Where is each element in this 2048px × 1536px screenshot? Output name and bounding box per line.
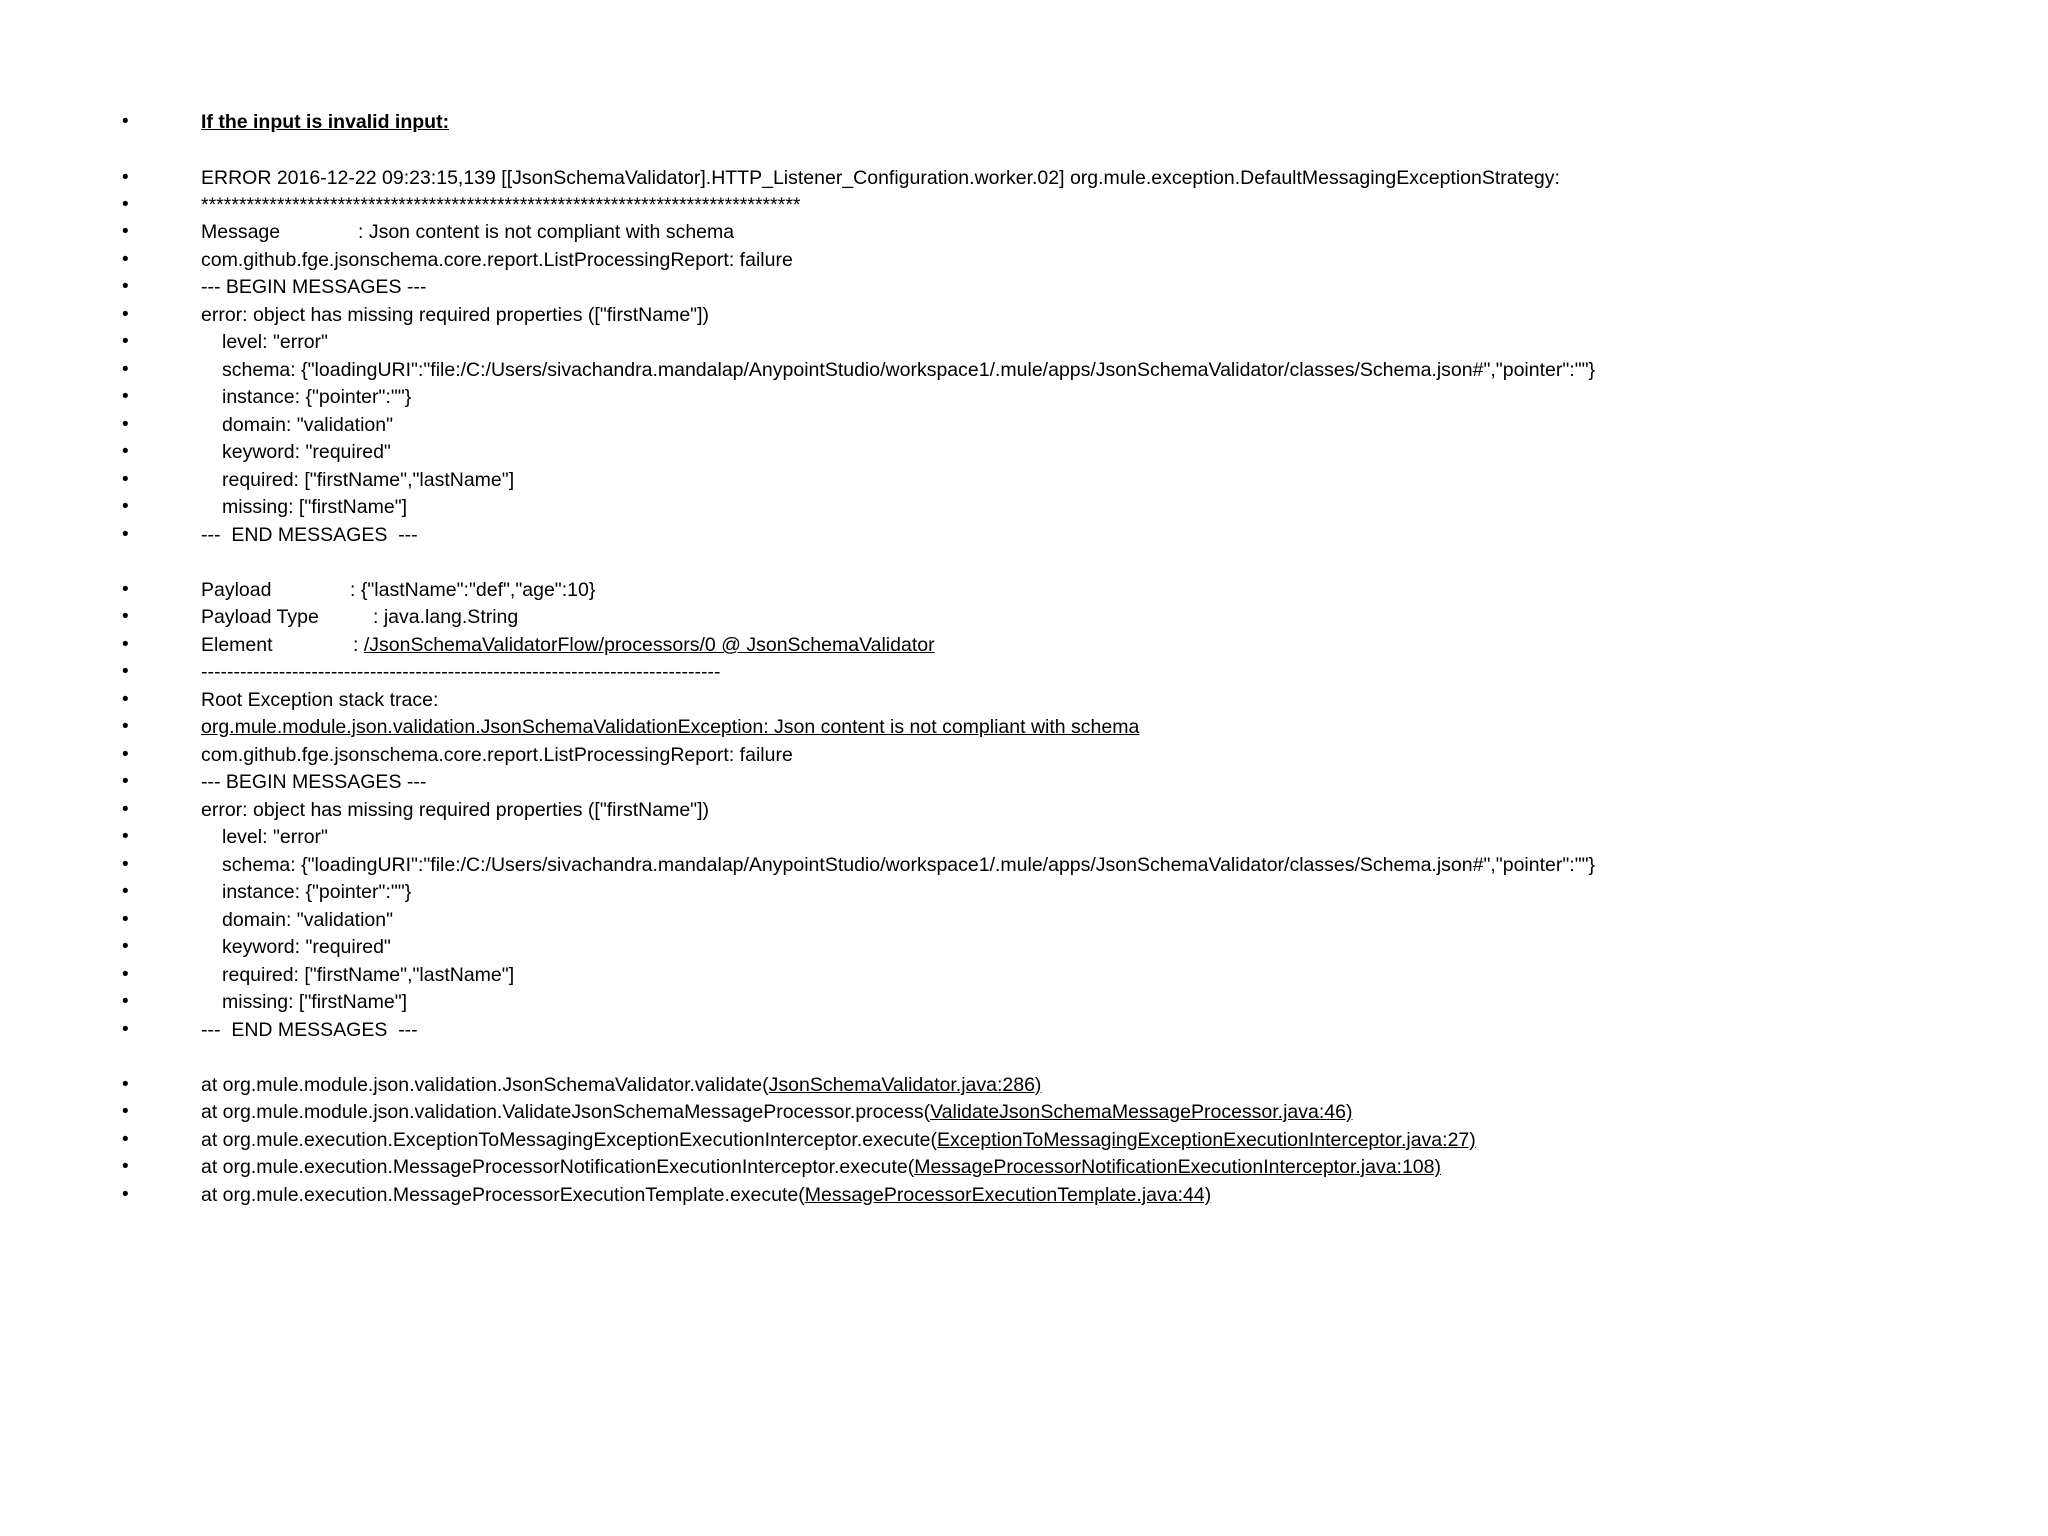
list-item (0, 108, 2048, 136)
list-item (0, 713, 2048, 741)
exception-link[interactable]: org.mule.module.json.validation.JsonSchemaValidationException: Json content is not compliant with schema (201, 716, 1140, 738)
detail-schema: schema: {"loadingURI":"file:/C:/Users/sivachandra.mandalap/AnypointStudio/workspace1/.mule/apps/JsonSchemaValidator/classes/Schema.json#","pointer":""} (222, 854, 1596, 876)
bullet: • (122, 1156, 129, 1177)
error-line: error: object has missing required properties (["firstName"]) (201, 304, 710, 326)
message-label: Message (201, 221, 281, 243)
list-item (0, 521, 2048, 549)
bullet: • (122, 1101, 129, 1122)
stack-frame (201, 1181, 1211, 1209)
bullet: • (122, 909, 129, 930)
list-item (0, 631, 2048, 659)
list-item (0, 1016, 2048, 1044)
stack-frame (201, 1126, 1476, 1154)
bullet: • (122, 331, 129, 352)
bullet: • (122, 441, 129, 462)
bullet: • (122, 826, 129, 847)
dash-rule: -------------------------------------------------------------------------------- (201, 661, 721, 683)
bullet: • (122, 881, 129, 902)
payload-type-label: Payload Type (201, 606, 319, 628)
list-item (0, 686, 2048, 714)
bullet: • (122, 524, 129, 545)
list-item (0, 576, 2048, 604)
bullet: • (122, 689, 129, 710)
detail-level: level: "error" (222, 826, 328, 848)
element-link[interactable]: /JsonSchemaValidatorFlow/processors/0 @ JsonSchemaValidator (363, 634, 935, 656)
list-item (0, 988, 2048, 1016)
detail-missing: missing: ["firstName"] (222, 496, 408, 518)
detail-required: required: ["firstName","lastName"] (222, 469, 515, 491)
bullet: • (122, 799, 129, 820)
bullet: • (122, 496, 129, 517)
bullet: • (122, 744, 129, 765)
list-item (0, 658, 2048, 686)
stack-frame-link[interactable]: MessageProcessorExecutionTemplate.java:44) (804, 1184, 1212, 1206)
bullet: • (122, 661, 129, 682)
list-item (0, 301, 2048, 329)
stack-frame-method: at org.mule.module.json.validation.JsonSchemaValidator.validate( (201, 1074, 769, 1096)
stack-frame-link[interactable]: JsonSchemaValidator.java:286) (768, 1074, 1042, 1096)
detail-schema: schema: {"loadingURI":"file:/C:/Users/sivachandra.mandalap/AnypointStudio/workspace1/.mule/apps/JsonSchemaValidator/classes/Schema.json#","pointer":""} (222, 359, 1596, 381)
detail-keyword: keyword: "required" (222, 936, 391, 958)
list-item (0, 1153, 2048, 1181)
bullet: • (122, 359, 129, 380)
list-item (0, 741, 2048, 769)
payload-value: : {"lastName":"def","age":10} (350, 579, 596, 601)
bullet: • (122, 1074, 129, 1095)
list-item (0, 411, 2048, 439)
list-item (0, 164, 2048, 192)
stack-frame (201, 1098, 1352, 1126)
stack-frame (201, 1153, 1441, 1181)
detail-missing: missing: ["firstName"] (222, 991, 408, 1013)
stack-frame-link[interactable]: ExceptionToMessagingExceptionExecutionInterceptor.java:27) (937, 1129, 1476, 1151)
list-item (0, 356, 2048, 384)
detail-level: level: "error" (222, 331, 328, 353)
list-item (0, 383, 2048, 411)
bullet: • (122, 716, 129, 737)
list-item (0, 1126, 2048, 1154)
element-label: Element (201, 634, 273, 656)
stack-frame-method: at org.mule.execution.MessageProcessorNotificationExecutionInterceptor.execute( (201, 1156, 915, 1178)
begin-messages: --- BEGIN MESSAGES --- (201, 771, 427, 793)
end-messages: --- END MESSAGES --- (201, 524, 418, 546)
star-rule: ******************************************************************************* (201, 194, 801, 216)
list-item (0, 603, 2048, 631)
stack-frame (201, 1071, 1041, 1099)
list-item (0, 961, 2048, 989)
list-item (0, 1071, 2048, 1099)
list-item (0, 851, 2048, 879)
message-value: : Json content is not compliant with schema (358, 221, 735, 243)
begin-messages: --- BEGIN MESSAGES --- (201, 276, 427, 298)
list-item (0, 328, 2048, 356)
stack-frame-method: at org.mule.module.json.validation.ValidateJsonSchemaMessageProcessor.process( (201, 1101, 931, 1123)
bullet: • (122, 964, 129, 985)
payload-label: Payload (201, 579, 272, 601)
list-item (0, 438, 2048, 466)
bullet: • (122, 111, 129, 132)
detail-keyword: keyword: "required" (222, 441, 391, 463)
list-item (0, 466, 2048, 494)
stack-frame-link[interactable]: ValidateJsonSchemaMessageProcessor.java:46) (930, 1101, 1353, 1123)
bullet: • (122, 221, 129, 242)
error-line: error: object has missing required properties (["firstName"]) (201, 799, 710, 821)
bullet: • (122, 386, 129, 407)
list-item (0, 1181, 2048, 1209)
list-item (0, 1098, 2048, 1126)
list-item (0, 218, 2048, 246)
bullet: • (122, 991, 129, 1012)
bullet: • (122, 414, 129, 435)
list-item (0, 246, 2048, 274)
bullet: • (122, 276, 129, 297)
list-item (0, 191, 2048, 219)
report-line: com.github.fge.jsonschema.core.report.ListProcessingReport: failure (201, 744, 793, 766)
detail-instance: instance: {"pointer":""} (222, 386, 412, 408)
detail-domain: domain: "validation" (222, 414, 394, 436)
bullet: • (122, 1129, 129, 1150)
report-line: com.github.fge.jsonschema.core.report.ListProcessingReport: failure (201, 249, 793, 271)
element-separator: : (353, 634, 364, 656)
list-item (0, 906, 2048, 934)
section-heading: If the input is invalid input: (201, 111, 450, 133)
bullet: • (122, 579, 129, 600)
bullet: • (122, 1184, 129, 1205)
list-item (0, 823, 2048, 851)
bullet: • (122, 469, 129, 490)
list-item (0, 493, 2048, 521)
element-value (353, 631, 935, 659)
bullet: • (122, 936, 129, 957)
list-item (0, 878, 2048, 906)
end-messages: --- END MESSAGES --- (201, 1019, 418, 1041)
root-trace-label: Root Exception stack trace: (201, 689, 439, 711)
error-header: ERROR 2016-12-22 09:23:15,139 [[JsonSchemaValidator].HTTP_Listener_Configuration.worker.02] org.mule.exception.DefaultMessagingExceptionStrategy: (201, 167, 1560, 189)
list-item (0, 796, 2048, 824)
detail-required: required: ["firstName","lastName"] (222, 964, 515, 986)
payload-type-value: : java.lang.String (373, 606, 519, 628)
bullet: • (122, 167, 129, 188)
bullet: • (122, 771, 129, 792)
stack-frame-method: at org.mule.execution.ExceptionToMessagingExceptionExecutionInterceptor.execute( (201, 1129, 938, 1151)
list-item (0, 768, 2048, 796)
bullet: • (122, 194, 129, 215)
list-item (0, 933, 2048, 961)
bullet: • (122, 304, 129, 325)
stack-frame-method: at org.mule.execution.MessageProcessorExecutionTemplate.execute( (201, 1184, 805, 1206)
bullet: • (122, 249, 129, 270)
detail-domain: domain: "validation" (222, 909, 394, 931)
detail-instance: instance: {"pointer":""} (222, 881, 412, 903)
list-item (0, 273, 2048, 301)
bullet: • (122, 634, 129, 655)
stack-frame-link[interactable]: MessageProcessorNotificationExecutionInterceptor.java:108) (914, 1156, 1441, 1178)
bullet: • (122, 854, 129, 875)
bullet: • (122, 1019, 129, 1040)
bullet: • (122, 606, 129, 627)
